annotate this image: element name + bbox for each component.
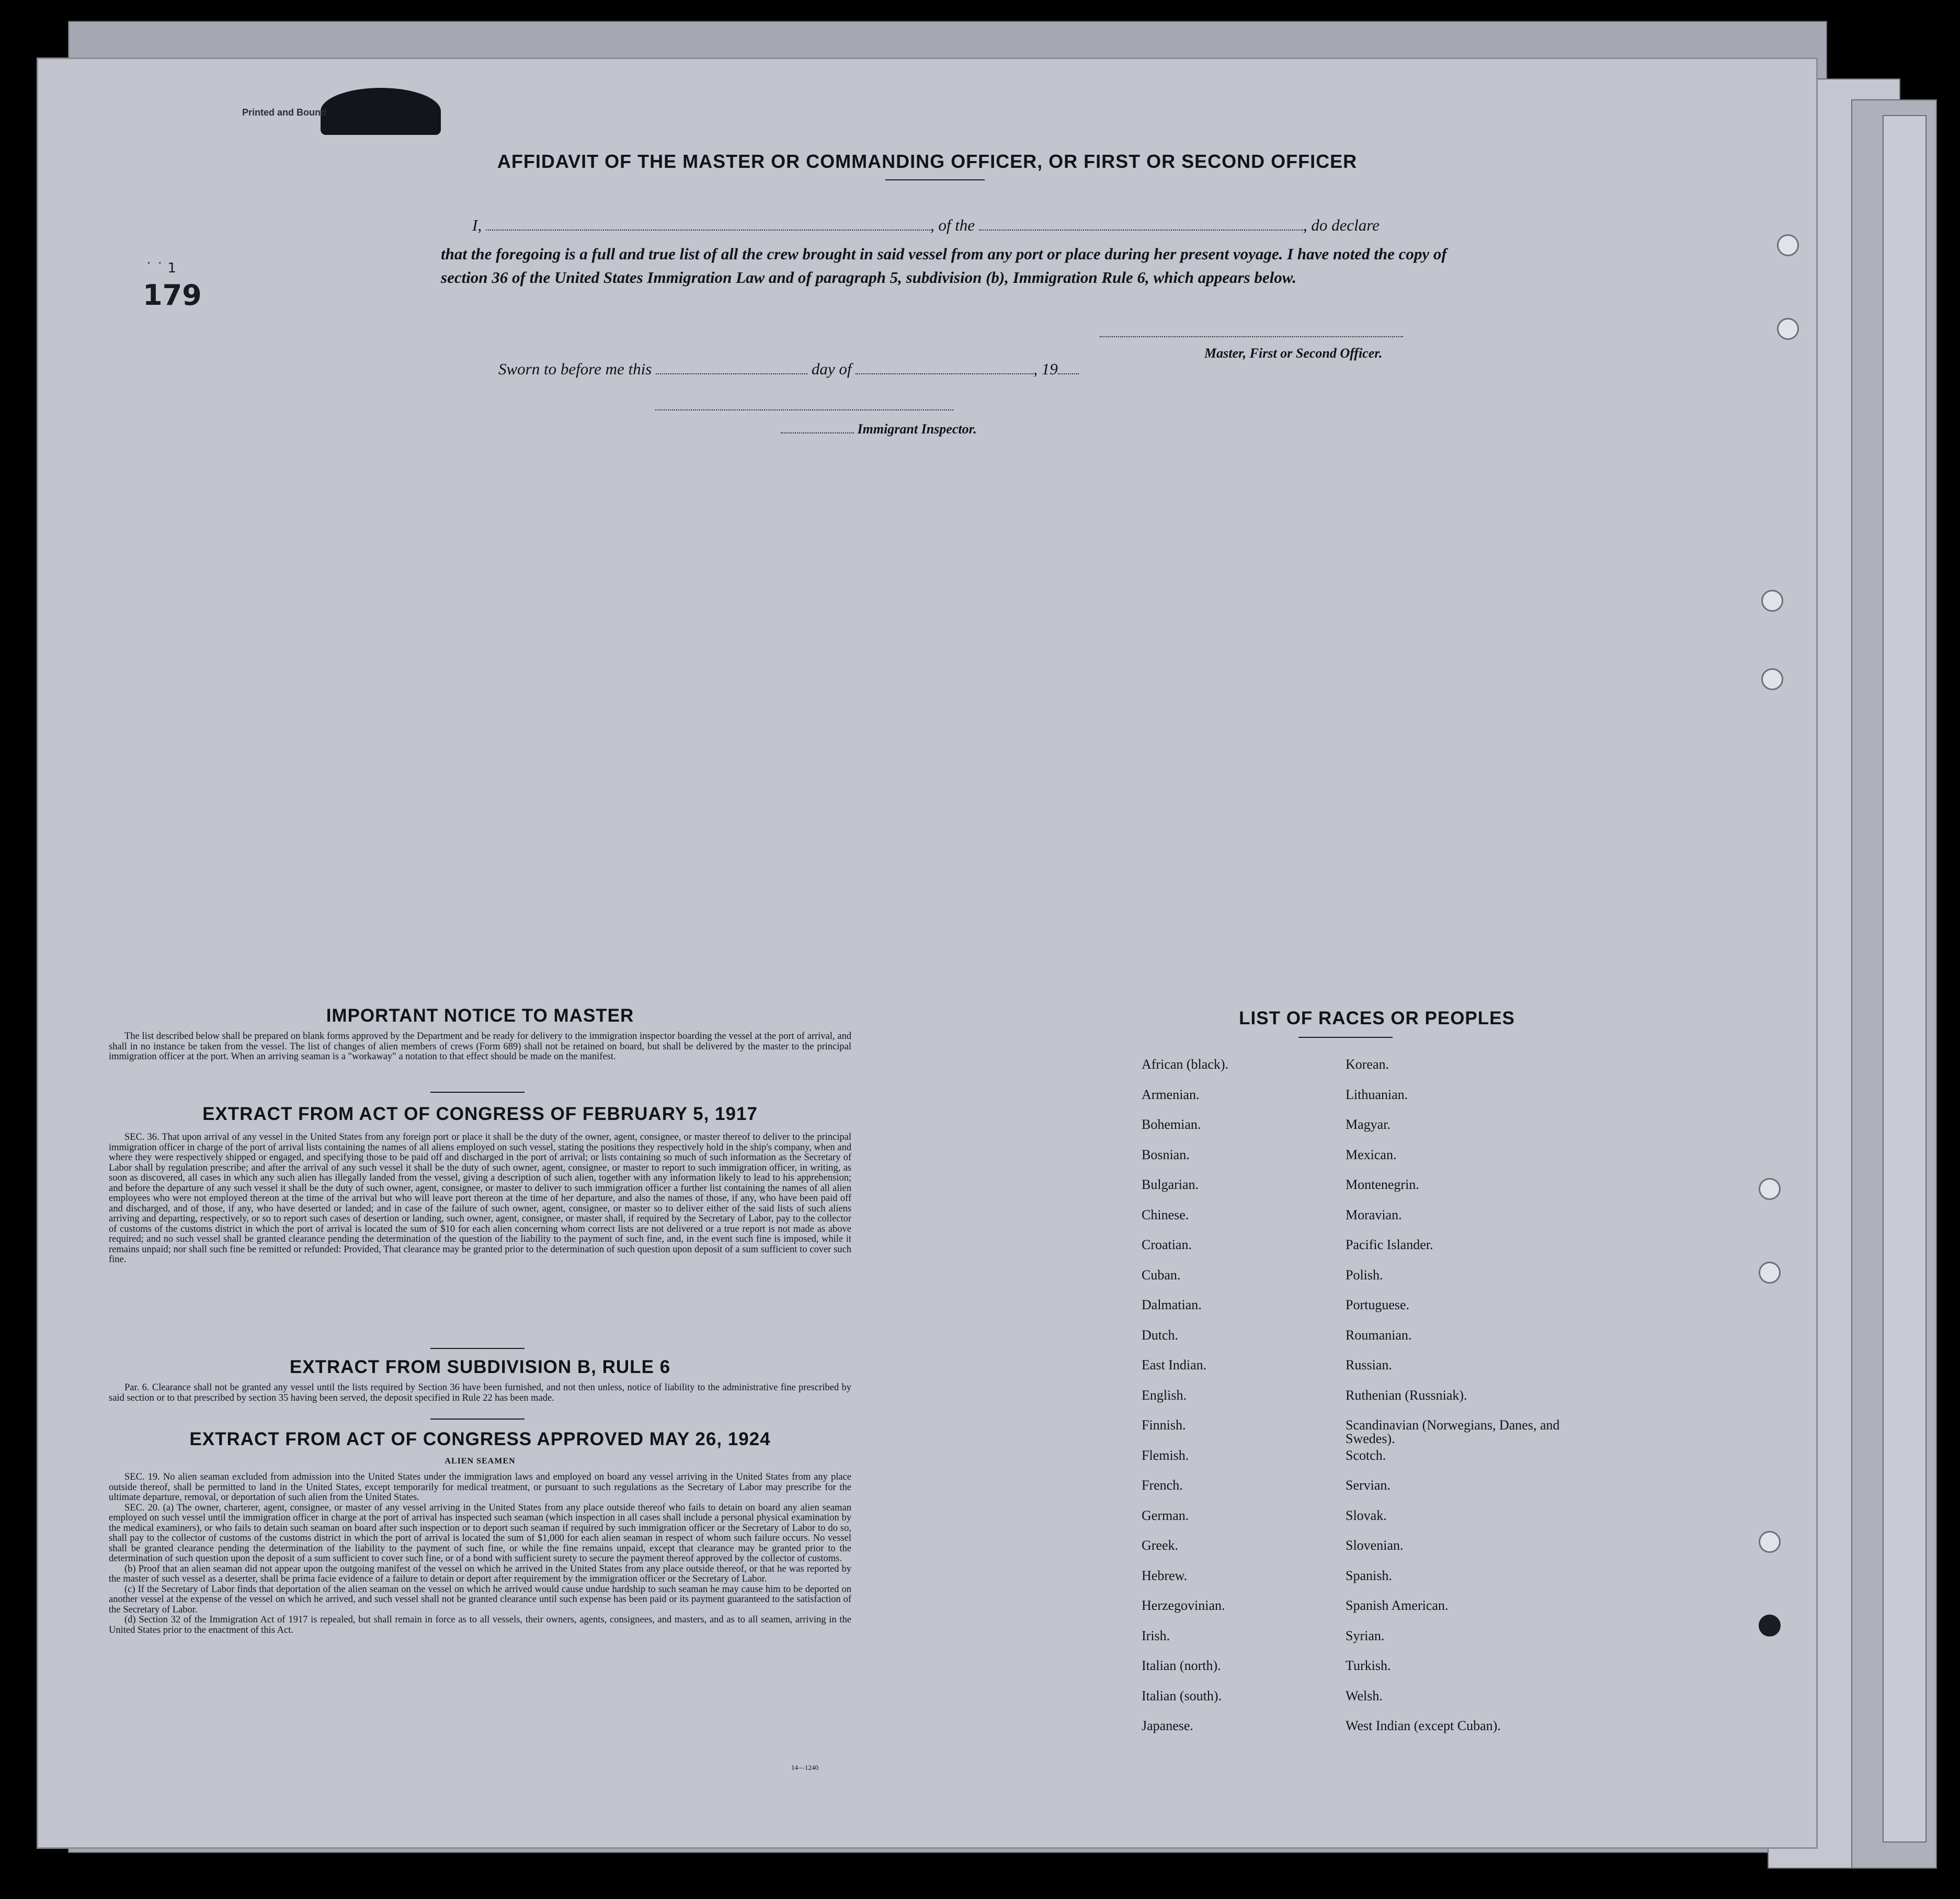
rule6-paragraph: Par. 6. Clearance shall not be granted any vessel until the lists required by Section 36 have been furnished, and not then unless, notice of liability to the administrative fine prescribed by said section or to that prescribed by section 35 having been served, the deposit specified in Rule 22 has been made. <box>109 1382 851 1403</box>
punch-hole-icon <box>1759 1531 1781 1553</box>
race-item: Polish. <box>1346 1267 1383 1283</box>
race-item: Mexican. <box>1346 1147 1397 1162</box>
race-item: Pacific Islander. <box>1346 1237 1433 1252</box>
race-item: Dutch. <box>1142 1327 1179 1343</box>
race-item: East Indian. <box>1142 1357 1207 1372</box>
race-item: Servian. <box>1346 1478 1391 1493</box>
race-item: Flemish. <box>1142 1447 1189 1463</box>
race-item: Slovak. <box>1346 1507 1387 1523</box>
form-number: 14—1240 <box>791 1764 818 1771</box>
notice-title: IMPORTANT NOTICE TO MASTER <box>326 1005 634 1026</box>
act-1924-text <box>109 1472 851 1635</box>
sworn-day-field[interactable] <box>656 373 807 374</box>
document-page <box>37 58 1818 1849</box>
corner-print-text: Printed and Bound <box>242 107 326 118</box>
rule6-title: EXTRACT FROM SUBDIVISION B, RULE 6 <box>289 1357 671 1377</box>
race-item: Finnish. <box>1142 1417 1186 1433</box>
sworn-day-of: day of <box>811 360 852 378</box>
race-item: Cuban. <box>1142 1267 1181 1283</box>
race-item: African (black). <box>1142 1057 1229 1072</box>
section-divider <box>430 1348 525 1349</box>
race-item: Spanish American. <box>1346 1598 1449 1613</box>
punch-hole-icon <box>1777 318 1799 340</box>
race-item: Greek. <box>1142 1538 1179 1553</box>
race-item: Korean. <box>1346 1057 1389 1072</box>
race-item: Armenian. <box>1142 1086 1200 1102</box>
race-item: Syrian. <box>1346 1628 1385 1643</box>
race-item: Roumanian. <box>1346 1327 1412 1343</box>
margin-tick-mark: ˙ ˙ 1 <box>145 260 177 276</box>
sworn-year: , 19 <box>1033 360 1058 378</box>
handwritten-page-number: 179 <box>143 279 202 312</box>
races-title: LIST OF RACES OR PEOPLES <box>1239 1008 1515 1028</box>
race-item: Bohemian. <box>1142 1117 1201 1132</box>
affidavit-declare: , do declare <box>1303 216 1380 234</box>
race-item: Irish. <box>1142 1628 1170 1643</box>
name-blank-field[interactable] <box>486 230 930 231</box>
race-item: Spanish. <box>1346 1568 1392 1583</box>
race-item: Bosnian. <box>1142 1147 1190 1162</box>
title-divider <box>885 179 985 180</box>
race-item: Welsh. <box>1346 1688 1383 1703</box>
act-1924-paragraph: (b) Proof that an alien seaman did not appear upon the outgoing manifest of the vessel on which he arrived in the United States from any place outside thereof, or that he was reported by the master of such vessel as a deserter, shall be prima facie evidence of a failure to detain or deport after requirement by the immigration officer or the Secretary of Labor. <box>109 1563 851 1584</box>
act-1924-subtitle: ALIEN SEAMEN <box>445 1457 516 1466</box>
master-signature-label: Master, First or Second Officer. <box>1204 346 1383 361</box>
punch-hole-icon <box>1761 668 1783 690</box>
race-item: Italian (south). <box>1142 1688 1222 1703</box>
master-signature-field[interactable] <box>1100 336 1403 337</box>
race-item: West Indian (except Cuban). <box>1346 1718 1501 1733</box>
affidavit-of-the: , of the <box>930 216 975 234</box>
race-item: Slovenian. <box>1346 1538 1404 1553</box>
sworn-text: Sworn to before me this <box>498 360 652 378</box>
sworn-year-field[interactable] <box>1058 373 1079 374</box>
affidavit-title: AFFIDAVIT OF THE MASTER OR COMMANDING OFFICER, OR FIRST OR SECOND OFFICER <box>497 151 1358 172</box>
affidavit-body: that the foregoing is a full and true list of all the crew brought in said vessel from any port or place during her present voyage. I have noted the copy of section 36 of the United States Immigration Law and of paragraph 5, subdivision (b), Immigration Rule 6, which appears below. <box>441 245 1447 287</box>
race-item: Scandinavian (Norwegians, Danes, and Swedes). <box>1346 1417 1560 1446</box>
act-1924-paragraph: SEC. 19. No alien seaman excluded from admission into the United States under the immigration laws and employed on board any vessel arriving in the United States from any place outside thereof, shall be permitted to land in the United States, except temporarily for medical treatment, or pursuant to such regulations as the Secretary of Labor may prescribe for the ultimate departure, removal, or deportation of such alien from the United States. <box>109 1472 851 1503</box>
race-item: Bulgarian. <box>1142 1177 1199 1192</box>
inspector-label <box>781 421 977 437</box>
affidavit-declaration-line <box>472 216 1466 235</box>
races-divider <box>1298 1037 1393 1038</box>
race-item: Lithuanian. <box>1346 1086 1408 1102</box>
race-item: Croatian. <box>1142 1237 1192 1252</box>
sworn-month-field[interactable] <box>856 373 1033 374</box>
race-item: Herzegovinian. <box>1142 1598 1225 1613</box>
act-1917-title: EXTRACT FROM ACT OF CONGRESS OF FEBRUARY 5, 1917 <box>202 1104 758 1124</box>
race-item: Portuguese. <box>1346 1297 1410 1312</box>
inspector-label-text: Immigrant Inspector. <box>857 421 977 437</box>
background-page-edge <box>1883 115 1927 1843</box>
punch-hole-icon <box>1759 1615 1781 1637</box>
race-item: Turkish. <box>1346 1658 1391 1673</box>
race-item: Ruthenian (Russniak). <box>1346 1387 1467 1403</box>
race-item: German. <box>1142 1507 1189 1523</box>
act-1924-paragraph: (d) Section 32 of the Immigration Act of 1917 is repealed, but shall remain in force as to all vessels, their owners, agents, consignees, and masters, and as to all seamen, arriving in the United States prior to the enactment of this Act. <box>109 1615 851 1635</box>
race-item: Italian (north). <box>1142 1658 1221 1673</box>
race-item: Japanese. <box>1142 1718 1193 1733</box>
section-divider <box>430 1418 525 1420</box>
vessel-blank-field[interactable] <box>979 230 1303 231</box>
act-1917-text <box>109 1132 851 1265</box>
race-item: French. <box>1142 1478 1183 1493</box>
sworn-line <box>498 360 1178 379</box>
notice-text <box>109 1032 851 1062</box>
race-item: English. <box>1142 1387 1187 1403</box>
punch-hole-icon <box>1777 234 1799 256</box>
race-item: Montenegrin. <box>1346 1177 1419 1192</box>
punch-hole-icon <box>1759 1262 1781 1284</box>
inspector-dots <box>781 432 854 433</box>
race-item: Moravian. <box>1346 1207 1402 1222</box>
race-item: Scotch. <box>1346 1447 1386 1463</box>
race-item: Russian. <box>1346 1357 1392 1372</box>
race-item: Chinese. <box>1142 1207 1189 1222</box>
act-1924-paragraph: (c) If the Secretary of Labor finds that deportation of the alien seaman on the vessel on which he arrived would cause undue hardship to such seaman he may cause him to be deported on another vessel at the expense of the vessel on which he arrived, and such vessel shall not be granted clearance until such expense has been paid or its payment guaranteed to the satisfaction of the Secretary of Labor. <box>109 1584 851 1615</box>
act-1924-title: EXTRACT FROM ACT OF CONGRESS APPROVED MAY 26, 1924 <box>189 1429 771 1449</box>
punch-hole-icon <box>1761 590 1783 612</box>
race-item: Hebrew. <box>1142 1568 1188 1583</box>
act-1917-paragraph: SEC. 36. That upon arrival of any vessel in the United States from any foreign port or place it shall be the duty of the owner, agent, consignee, or master thereof to deliver to the principal immigration officer in charge of the port of arrival lists containing the names of all aliens employed on such vessel, stating the positions they respectively hold in the ship's company, when and where they were respectively shipped or engaged, and specifying those to be paid off and discharged in the port of arrival; or lists containing so much of such information as the Secretary of Labor shall by regulation prescribe; and after the arrival of any such vessel it shall be the duty of such owner, agent, consignee, or master to report to such immigration officer, in writing, as soon as discovered, all cases in which any such alien has illegally landed from the vessel, giving a description of such alien, together with any information likely to lead to his apprehension; and before the departure of any such vessel it shall be the duty of such owner, agent, consignee, or master to deliver to such immigration officer a further list containing the names of all alien employees who were not employed thereon at the time of the arrival but who will leave port thereon at the time of her departure, and also the names of those, if any, who have been paid off and discharged, and of those, if any, who have deserted or landed; and in case of the failure of such owner, agent, consignee, or master so to deliver either of the said lists of such aliens arriving and departing, respectively, or so to report such cases of desertion or landing, such owner, agent, consignee, or master shall, if required by the Secretary of Labor, pay to the collector of customs of the customs district in which the port of arrival is located the sum of $10 for each alien concerning whom correct lists are not delivered or a true report is not made as above required; and no such vessel shall be granted clearance pending the determination of the question of the liability to the payment of such fine, and, in the event such fine is imposed, while it remains unpaid; nor shall such fine be remitted or refunded: Provided, That clearance may be granted prior to the determination of such question upon deposit of a sum sufficient to cover such fine. <box>109 1132 851 1265</box>
race-item: Magyar. <box>1346 1117 1391 1132</box>
rule6-text <box>109 1383 851 1403</box>
notary-seal <box>321 88 441 135</box>
inspector-signature-field[interactable] <box>655 409 953 410</box>
race-item: Dalmatian. <box>1142 1297 1202 1312</box>
affidavit-i: I, <box>472 216 482 234</box>
section-divider <box>430 1092 525 1093</box>
act-1924-paragraph: SEC. 20. (a) The owner, charterer, agent, consignee, or master of any vessel arriving in the United States from any place outside thereof who fails to detain on board any alien seaman employed on such vessel until the immigration officer in charge at the port of arrival has inspected such seaman (which inspection in all cases shall include a personal physical examination by the medical examiners), or who fails to detain such seaman on board after such inspection or to deport such seaman if required by such immigration officer or the Secretary of Labor to do so, shall pay to the collector of customs of the customs district in which the port of arrival is located the sum of $1,000 for each alien seaman in respect of whom such failure occurs. No vessel shall be granted clearance pending the determination of the liability to the payment of such fine, or while the fine remains unpaid, except that clearance may be granted prior to the determination of such question upon the deposit of a sum sufficient to cover such fine, or of a bond with sufficient surety to secure the payment thereof approved by the collector of customs. <box>109 1502 851 1564</box>
punch-hole-icon <box>1759 1178 1781 1200</box>
notice-paragraph: The list described below shall be prepared on blank forms approved by the Department and be ready for delivery to the immigration inspector boarding the vessel at the port of arrival, and shall in no instance be taken from the vessel. The list of changes of alien members of crews (Form 689) shall not be retained on board, but shall be delivered by the master to the principal immigration officer at the port. When an arriving seaman is a "workaway" a notation to that effect should be made on the manifest. <box>109 1031 851 1062</box>
